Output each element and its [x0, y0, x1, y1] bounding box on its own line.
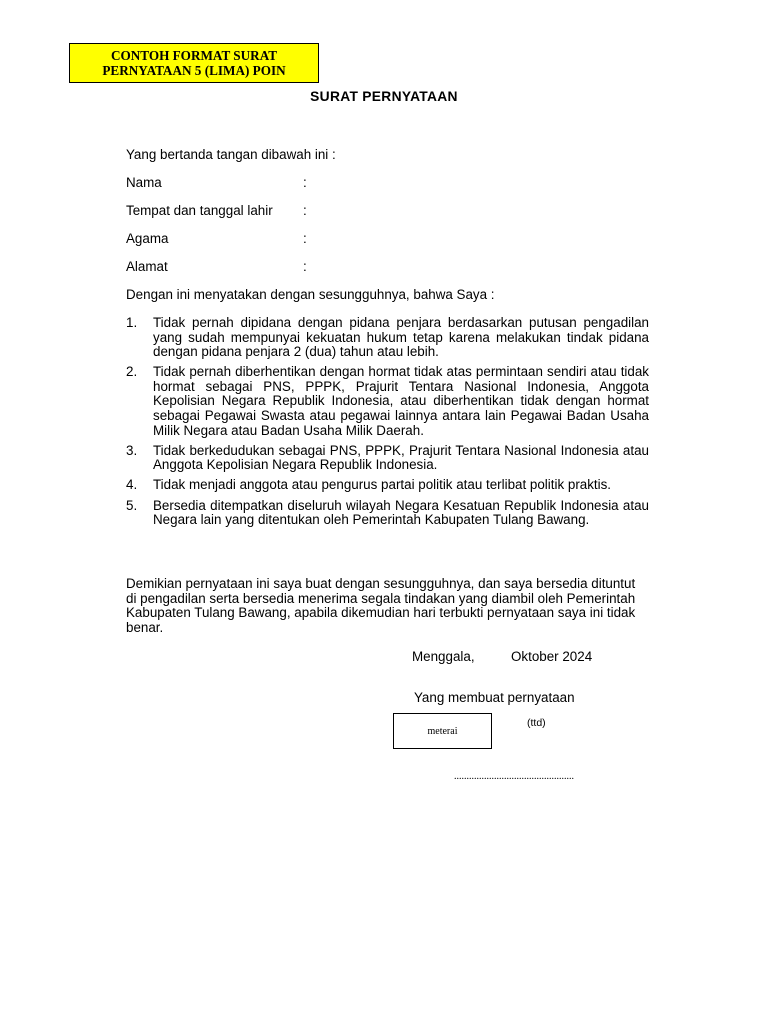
list-text: Tidak berkedudukan sebagai PNS, PPPK, Prajurit Tentara Nasional Indonesia atau Anggota Kepolisian Negara Republik Indonesia. — [153, 442, 649, 473]
banner-line-1: CONTOH FORMAT SURAT — [110, 47, 278, 63]
document-title: SURAT PERNYATAAN — [310, 89, 458, 104]
list-item — [126, 365, 649, 438]
list-text: Tidak pernah dipidana dengan pidana penjara berdasarkan putusan pengadilan yang sudah mempunyai kekuatan hukum tetap karena melakukan tindak pidana dengan pidana penjara 2 (dua) tahun atau lebih. — [153, 315, 649, 360]
field-label-alamat: Alamat — [126, 259, 168, 274]
list-text: Tidak menjadi anggota atau pengurus partai politik atau terlibat politik praktis. — [153, 477, 612, 493]
signer-label: Yang membuat pernyataan — [414, 690, 575, 705]
meterai-stamp-box — [393, 713, 492, 749]
list-item — [126, 499, 649, 528]
list-number: 3. — [126, 442, 138, 458]
list-item — [126, 444, 649, 473]
list-text: Bersedia ditempatkan diseluruh wilayah Negara Kesatuan Republik Indonesia atau Negara lain yang ditentukan oleh Pemerintah Kabupaten Tulang Bawang. — [153, 497, 649, 528]
list-number: 1. — [126, 315, 138, 330]
list-item — [126, 478, 649, 493]
signer-name-line: ................................................ — [454, 771, 574, 782]
field-colon-alamat: : — [303, 259, 307, 274]
field-label-ttl: Tempat dan tanggal lahir — [126, 203, 273, 218]
closing-paragraph: Demikian pernyataan ini saya buat dengan sesungguhnya, dan saya bersedia dituntut di pengadilan serta bersedia menerima segala tindakan yang diambil oleh Pemerintah Kabupaten Tulang Bawang, apabila dikemudian hari terbukti pernyataan saya ini tidak benar. — [126, 576, 636, 635]
meterai-label: meterai — [427, 725, 458, 737]
field-colon-agama: : — [303, 231, 307, 246]
intro-text: Yang bertanda tangan dibawah ini : — [126, 147, 336, 162]
list-number: 5. — [126, 497, 138, 513]
field-label-agama: Agama — [126, 231, 169, 246]
list-item — [126, 316, 649, 360]
statement-list — [126, 316, 649, 533]
field-label-nama: Nama — [126, 175, 162, 190]
list-number: 4. — [126, 477, 138, 493]
signature-date: Oktober 2024 — [511, 649, 593, 664]
example-format-banner — [69, 43, 319, 83]
list-text: Tidak pernah diberhentikan dengan hormat tidak atas permintaan sendiri atau tidak hormat sebagai PNS, PPPK, Prajurit Tentara Nasional Indonesia, Anggota Kepolisian Negara Republik Indonesia, atau diberhentikan tidak dengan hormat sebagai Pegawai Swasta atau pegawai lainnya antara lain Pegawai Badan Usaha Milik Negara atau Badan Usaha Milik Daerah. — [153, 364, 649, 438]
signature-ttd: (ttd) — [527, 717, 546, 729]
banner-line-2: PERNYATAAN 5 (LIMA) POIN — [102, 63, 286, 78]
declaration-text: Dengan ini menyatakan dengan sesungguhnya, bahwa Saya : — [126, 287, 495, 302]
field-colon-nama: : — [303, 175, 307, 190]
signature-place: Menggala, — [412, 649, 475, 664]
list-number: 2. — [126, 364, 138, 380]
field-colon-ttl: : — [303, 203, 307, 218]
